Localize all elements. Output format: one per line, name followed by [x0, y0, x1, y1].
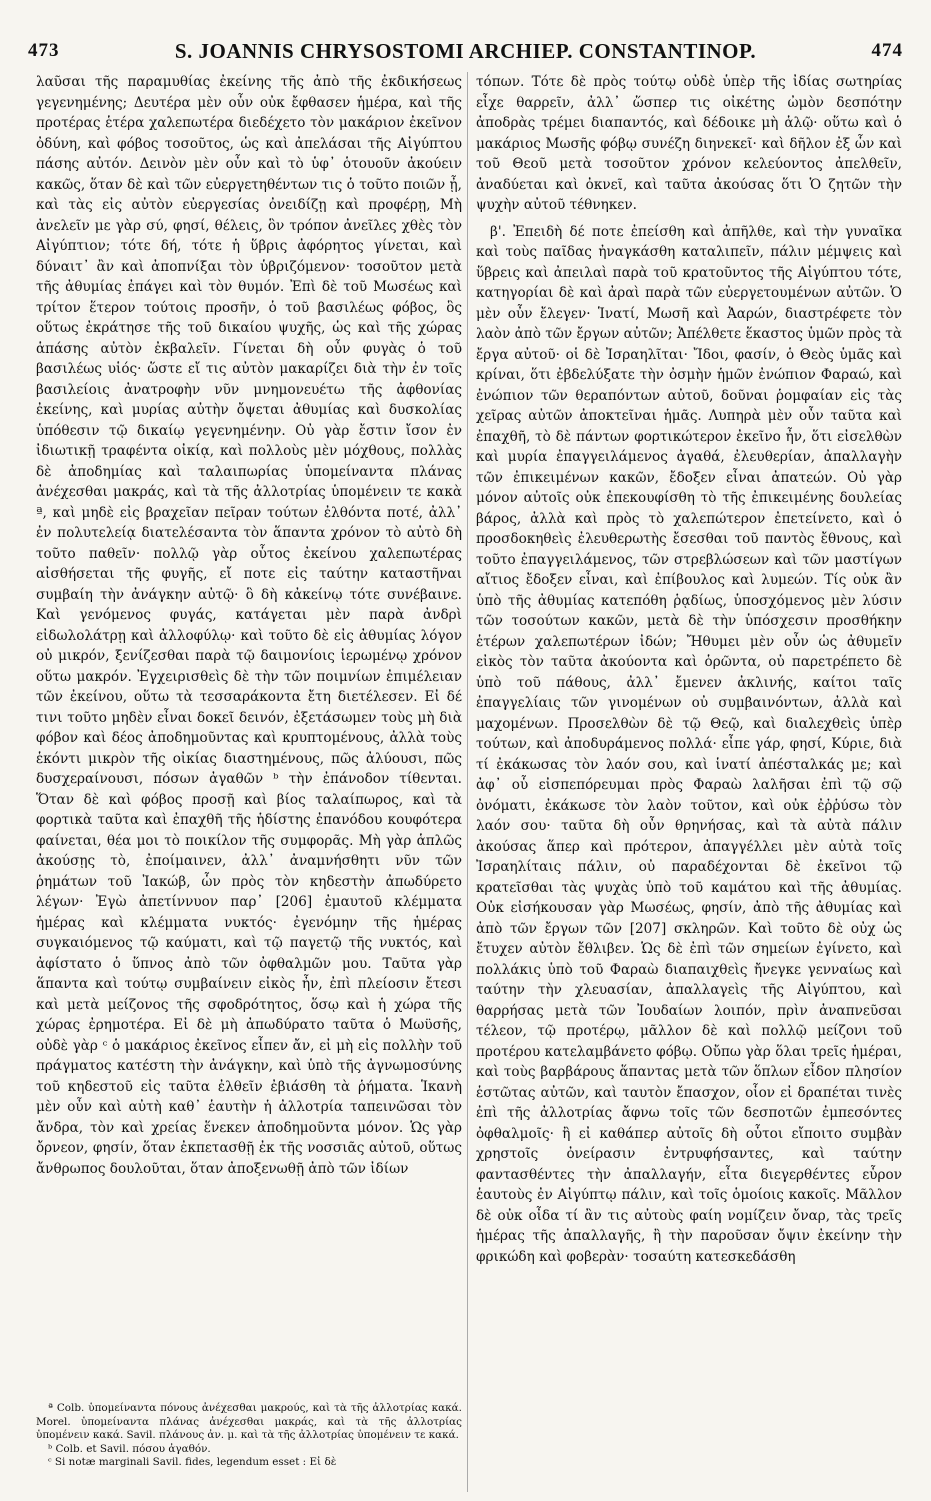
footnote-c: ᶜ Si notæ marginali Savil. fides, legendum esset : Εἰ δὲ: [48, 1456, 337, 1468]
right-paragraph: β'. Ἐπειδὴ δέ ποτε ἐπείσθη καὶ ἀπῆλθε, καὶ τὴν γυναῖκα καὶ τοὺς παῖδας ἠναγκάσθη καταλιπεῖν, πάλιν μέμψεις καὶ ὕβρεις καὶ ἀπειλαὶ παρὰ τοῦ κρατοῦντος τῆς Αἰγύπτου τότε, κατηγορίαι δὲ καὶ ἀραὶ παρὰ τῶν εὐεργετουμένων αὐτῶν. Ὁ μὲν οὖν ἔλεγεν· Ἱνατί, Μωσῆ καὶ Ἀαρών, διαστρέφετε τὸν λαὸν ἀπὸ τῶν ἔργων αὐτῶν; Ἀπέλθετε ἕκαστος ὑμῶν πρὸς τὰ ἔργα αὐτοῦ· οἱ δὲ Ἰσραηλῖται· Ἴδοι, φασίν, ὁ Θεὸς ὑμᾶς καὶ κρίναι, ὅτι ἐβδελύξατε τὴν ὀσμὴν ἡμῶν ἐνώπιον Φαραώ, καὶ ἐνώπιον τῶν θεραπόντων αὐτοῦ, δοῦναι ῥομφαίαν εἰς τὰς χεῖρας αὐτῶν ἀποκτεῖναι ἡμᾶς. Λυπηρὰ μὲν οὖν ταῦτα καὶ ἐπαχθῆ, τὸ δὲ πάντων φορτικώτερον ἐκεῖνο ἦν, ὅτι εἰσελθὼν καὶ μυρία ἐπαγγειλάμενος ἀγαθά, ἐλευθερίαν, ἀπαλλαγὴν τῶν ἐπικειμένων κακῶν, ἔδοξεν εἶναι ἀπατεών. Οὐ γὰρ μόνον αὐτοῖς οὐκ ἐπεκουφίσθη τὸ τῆς ἐπικειμένης δουλείας βάρος, ἀλλὰ καὶ πρὸς τὸ χαλεπώτερον ἐπετείνετο, καὶ ὁ προσδοκηθεὶς ἐλευθερωτὴς ἔσεσθαι τοῦ παντὸς ἔθνους, καὶ τοῦτο ἐπαγγειλάμενος, τῶν στρεβλώσεων καὶ τῶν μαστίγων αἴτιος ἔδοξεν εἶναι, καὶ ἐπίβουλος καὶ λυμεών. Τίς οὐκ ἂν ὑπὸ τῆς ἀθυμίας κατεπόθη ῥᾳδίως, ὑποσχόμενος μὲν λύσιν τῶν τοσούτων κακῶν, μετὰ δὲ τὴν ὑπόσχεσιν προσθήκην ἑτέρων χαλεπωτέρων ἰδών; Ἤθυμει μὲν οὖν ὡς ἀθυμεῖν εἰκὸς τὸν ταῦτα ἀκούοντα καὶ ὁρῶντα, οὐ παρετρέπετο δὲ ὑπὸ τοῦ πάθους, ἀλλ᾽ ἔμενεν ἀκλινής, καίτοι ταῖς ἐπαγγελίαις τῶν γινομένων οὐ συμβαινόντων, ἀλλὰ καὶ μαχομένων. Προσελθὼν δὲ τῷ Θεῷ, καὶ διαλεχθεὶς ὑπὲρ τούτων, καὶ ἀποδυράμενος πολλά· εἶπε γάρ, φησί, Κύριε, διὰ τί ἐκάκωσας τὸν λαόν σου, καὶ ἱνατί ἀπέσταλκάς με; καὶ ἀφ᾽ οὗ εἰσπεπόρευμαι πρὸς Φαραὼ λαλῆσαι ἐπὶ τῷ σῷ ὀνόματι, ἐκάκωσε τὸν λαὸν τοῦτον, καὶ οὐκ ἐῤῥύσω τὸν λαόν σου· ταῦτα δὴ οὖν θρηνήσας, καὶ τὰ αὐτὰ πάλιν ἀκούσας ἅπερ καὶ πρότερον, ἀπαγγέλλει μὲν αὐτὰ τοῖς Ἰσραηλίταις πάλιν, οὐ παραδέχονται δὲ ἐκεῖνοι τῷ κρατεῖσθαι τὰς ψυχὰς ὑπὸ τοῦ καμάτου καὶ τῆς ἀθυμίας. Οὐκ εἰσήκουσαν γὰρ Μωσέως, φησίν, ἀπὸ τῆς ἀθυμίας καὶ ἀπὸ τῶν ἔργων τῶν [207] σκληρῶν. Καὶ τοῦτο δὲ οὐχ ὡς ἔτυχεν αὐτὸν ἔθλιβεν. Ὡς δὲ ἐπὶ τῶν σημείων ἐγίνετο, καὶ πολλάκις ὑπὸ τοῦ Φαραὼ διαπαιχθεὶς ἤνεγκε γενναίως καὶ ταύτην τὴν χλευασίαν, ἀπαλλαγεὶς τῆς Αἰγύπτου, καὶ θαρρήσας μετὰ τῶν Ἰουδαίων λοιπόν, πρὶν ἀναπνεῦσαι τέλεον, τῷ προτέρῳ, μᾶλλον δὲ καὶ πολλῷ μείζονι τοῦ προτέρου κατελαμβάνετο φόβῳ. Οὔπω γὰρ ὅλαι τρεῖς ἡμέραι, καὶ τοὺς βαρβάρους ἅπαντας μετὰ τῶν ὅπλων εἶδον πλησίον ἑστῶτας αὐτῶν, καὶ ταυτὸν ἔπασχον, οἷον εἰ δραπέται τινὲς ἐπὶ τῆς ἀλλοτρίας ἄφνω τοῖς τῶν δεσποτῶν ἐμπεσόντες ὀφθαλμοῖς· ἢ εἰ καθάπερ αὐτοῖς δὴ οὗτοι εἴποιτο συμβὰν χρηστοῖς ὀνείρασιν ἐντρυφήσαντες, καὶ ταύτην φαντασθέντες τὴν ἀπαλλαγήν, εἶτα διεγερθέντες εὗρον ἑαυτοὺς ἐν Αἰγύπτῳ πάλιν, καὶ τοῖς ὁμοίοις κακοῖς. Μᾶλλον δὲ οὐκ οἶδα τί ἂν τις αὐτοὺς φαίη νομίζειν ὄναρ, τὰς τρεῖς ἡμέρας τῆς ἀπαλλαγῆς, ἢ τὴν παροῦσαν ὄψιν ἐκείνην τὴν φρικώδη καὶ φοβερὰν· τοσαύτη κατεσκεδάσθη: [476, 223, 902, 1265]
right-paragraph: τόπων. Τότε δὲ πρὸς τούτῳ οὐδὲ ὑπὲρ τῆς ἰδίας σωτηρίας εἶχε θαρρεῖν, ἀλλ᾽ ὥσπερ τις οἰκέτης ὠμὸν δεσπότην ἀποδρὰς τρέμει διαπαντός, καὶ δέδοικε μὴ ἁλῷ· οὕτω καὶ ὁ μακάριος Μωσῆς φόβῳ συνέζη διηνεκεῖ· καὶ δῆλον ἐξ ὧν καὶ τοῦ Θεοῦ μετὰ τοσοῦτον χρόνον κελεύοντος ἀπελθεῖν, ἀναδύεται καὶ ὀκνεῖ, καὶ ταῦτα ἀκούσας ὅτι Ὁ ζητῶν τὴν ψυχὴν αὐτοῦ τέθνηκεν.: [476, 74, 902, 213]
left-paragraph: λαῦσαι τῆς παραμυθίας ἐκείνης τῆς ἀπὸ τῆς ἐκδικήσεως γεγενημένης; Δευτέρα μὲν οὖν οὐκ ἔφθασεν ἡμέρα, καὶ τῆς προτέρας ἑτέρα χαλεπωτέρα διεδέχετο τὸν μακάριον ἐκεῖνον ὀδύνη, καὶ φόβος τοσοῦτος, ὡς καὶ ἀπελάσαι τῆς Αἰγύπτου πάσης αὐτόν. Δεινὸν μὲν οὖν καὶ τὸ ὑφ᾽ ὁτουοῦν ἀκούειν κακῶς, ὅταν δὲ καὶ τῶν εὐεργετηθέντων τις ὁ τοῦτο ποιῶν ᾖ, καὶ τὰς εἰς αὐτὸν εὐεργεσίας ὀνειδίζῃ καὶ προφέρῃ, Μὴ ἀνελεῖν με γὰρ σύ, φησί, θέλεις, ὃν τρόπον ἀνεῖλες χθὲς τὸν Αἰγύπτιον; τότε δή, τότε ἡ ὕβρις ἀφόρητος γίνεται, καὶ δύναιτ᾽ ἂν καὶ ἀποπνίξαι τὸν ὑβριζόμενον· τοσοῦτον μετὰ τῆς ἀθυμίας ἐπάγει καὶ τὸν θυμόν. Ἐπὶ δὲ τοῦ Μωσέως καὶ τρίτον ἕτερον τούτοις προσῆν, ὁ τοῦ βασιλέως φόβος, ὃς οὕτως ἐκράτησε τῆς τοῦ δικαίου ψυχῆς, ὡς καὶ τῆς χώρας ἁπάσης αὐτὸν ἐκβαλεῖν. Γίνεται δὴ οὖν φυγὰς ὁ τοῦ βασιλέως υἱός· ὥστε εἴ τις αὐτὸν μακαρίζει διὰ τὴν ἐν τοῖς βασιλείοις ἀνατροφὴν νῦν μνημονευέτω τῆς ἀφθονίας ἐκείνης, καὶ μυρίας αὐτὴν ὄψεται ἀθυμίας καὶ δυσκολίας ὑπόθεσιν τῷ δικαίῳ γεγενημένην. Οὐ γὰρ ἔστιν ἴσον ἐν ἰδιωτικῇ τραφέντα οἰκίᾳ, καὶ πολλοὺς μὲν μόχθους, πολλὰς δὲ ἀποδημίας καὶ ταλαιπωρίας ὑπομείναντα πλάνας ἀνέχεσθαι μακράς, καὶ τὰ τῆς ἀλλοτρίας ὑπομένειν τε κακὰ ª, καὶ μηδὲ εἰς βραχεῖαν πεῖραν τούτων ἐλθόντα ποτέ, ἀλλ᾽ ἐν πολυτελείᾳ διατελέσαντα τὸν ἅπαντα χρόνον τὸ αὐτὸ δὴ τοῦτο παθεῖν· πολλῷ γὰρ οὗτος ἐκείνου χαλεπωτέρας αἰσθήσεται τῆς φυγῆς, εἴ ποτε εἰς ταύτην καταστῆναι συμβαίη τὴν ἀνάγκην αὐτῷ· ὃ δὴ κἀκείνῳ τότε συνέβαινε. Καὶ γενόμενος φυγάς, κατάγεται μὲν παρὰ ἀνδρὶ εἰδωλολάτρῃ καὶ ἀλλοφύλῳ· καὶ τοῦτο δὲ εἰς ἀθυμίας λόγον οὐ μικρόν, ξενίζεσθαι παρὰ τῷ δαιμονίοις ἱερωμένῳ χρόνον οὕτω μακρόν. Ἐγχειρισθεὶς δὲ τὴν τῶν ποιμνίων ἐπιμέλειαν τῶν ἐκείνου, οὕτω τὰ τεσσαράκοντα ἔτη διετέλεσεν. Εἰ δέ τινι τοῦτο μηδὲν εἶναι δοκεῖ δεινόν, ἐξετάσωμεν τοὺς μὴ διὰ φόβον καὶ δέος ἀποδημοῦντας καὶ κρυπτομένους, ἀλλὰ τοὺς ἑκόντι μικρὸν τῆς οἰκίας διαστημένους, πῶς ἀλύουσι, πῶς δυσχεραίνουσι, πόσων ἀγαθῶν ᵇ τὴν ἐπάνοδον τίθενται. Ὅταν δὲ καὶ φόβος προσῇ καὶ βίος ταλαίπωρος, καὶ τὰ φορτικὰ ταῦτα καὶ ἐπαχθῆ τῆς ἡδίστης ἐπανόδου κουφότερα φαίνεται, θέα μοι τὸ ποικίλον τῆς συμφορᾶς. Μὴ γὰρ ἁπλῶς ἀκούσῃς τὸ, ἐποίμαινεν, ἀλλ᾽ ἀναμνήσθητι νῦν τῶν ῥημάτων τοῦ Ἰακώβ, ὧν πρὸς τὸν κηδεστὴν ἀπωδύρετο λέγων· Ἐγὼ ἀπετίννυον παρ᾽ [206] ἐμαυτοῦ κλέμματα ἡμέρας καὶ κλέμματα νυκτός· ἐγενόμην τῆς ἡμέρας συγκαιόμενος τῷ καύματι, καὶ τῷ παγετῷ τῆς νυκτός, καὶ ἀφίστατο ὁ ὕπνος ἀπὸ τῶν ὀφθαλμῶν μου. Ταῦτα γὰρ ἅπαντα καὶ τούτῳ συμβαίνειν εἰκὸς ἦν, ἐπὶ πλείοσιν ἔτεσι καὶ μετὰ μείζονος τῆς σφοδρότητος, ὅσῳ καὶ ἡ χώρα τῆς χώρας ἐρημοτέρα. Εἰ δὲ μὴ ἀπωδύρατο ταῦτα ὁ Μωϋσῆς, οὐδὲ γὰρ ᶜ ὁ μακάριος ἐκεῖνος εἶπεν ἄν, εἰ μὴ εἰς πολλὴν τοῦ πράγματος κατέστη τὴν ἀνάγκην, καὶ ὑπὸ τῆς ἀγνωμοσύνης τοῦ κηδεστοῦ εἰς ταῦτα ἐλθεῖν ἐβιάσθη τὰ ῥήματα. Ἱκανὴ μὲν οὖν καὶ αὐτὴ καθ᾽ ἑαυτὴν ἡ ἀλλοτρία ταπεινῶσαι τὸν ἄνδρα, τὸν καὶ χρείας ἕνεκεν ἀποδημοῦντα μόνον. Ὡς γὰρ ὄρνεον, φησίν, ὅταν ἐκπετασθῇ ἐκ τῆς νοσσιᾶς αὐτοῦ, οὕτως ἄνθρωπος δουλοῦται, ὅταν ἀποξενωθῇ ἀπὸ τῶν ἰδίων: [36, 74, 462, 1177]
page-number-left: 473: [28, 40, 60, 61]
column-separator: [467, 72, 468, 1492]
running-title: S. JOANNIS CHRYSOSTOMI ARCHIEP. CONSTANTINOP.: [174, 38, 757, 63]
right-column: [476, 72, 902, 1492]
footnotes: [36, 1402, 462, 1470]
running-header: [28, 36, 903, 66]
page-number-right: 474: [871, 40, 903, 61]
footnote-a: ª Colb. ὑπομείναντα πόνους ἀνέχεσθαι μακρούς, καὶ τὰ τῆς ἀλλοτρίας κακά. Morel. ὑπομείναντα πλάνας ἀνέχεσθαι μακράς, καὶ τὰ τῆς ἀλλοτρίας ὑπομένειν κακά. Savil. πλάνους ἀν. μ. καὶ τὰ τῆς ἀλλοτρίας ὑπομένειν τε κακά.: [36, 1402, 462, 1441]
left-column: [36, 72, 462, 1397]
footnote-b: ᵇ Colb. et Savil. πόσου ἀγαθόν.: [48, 1442, 211, 1455]
